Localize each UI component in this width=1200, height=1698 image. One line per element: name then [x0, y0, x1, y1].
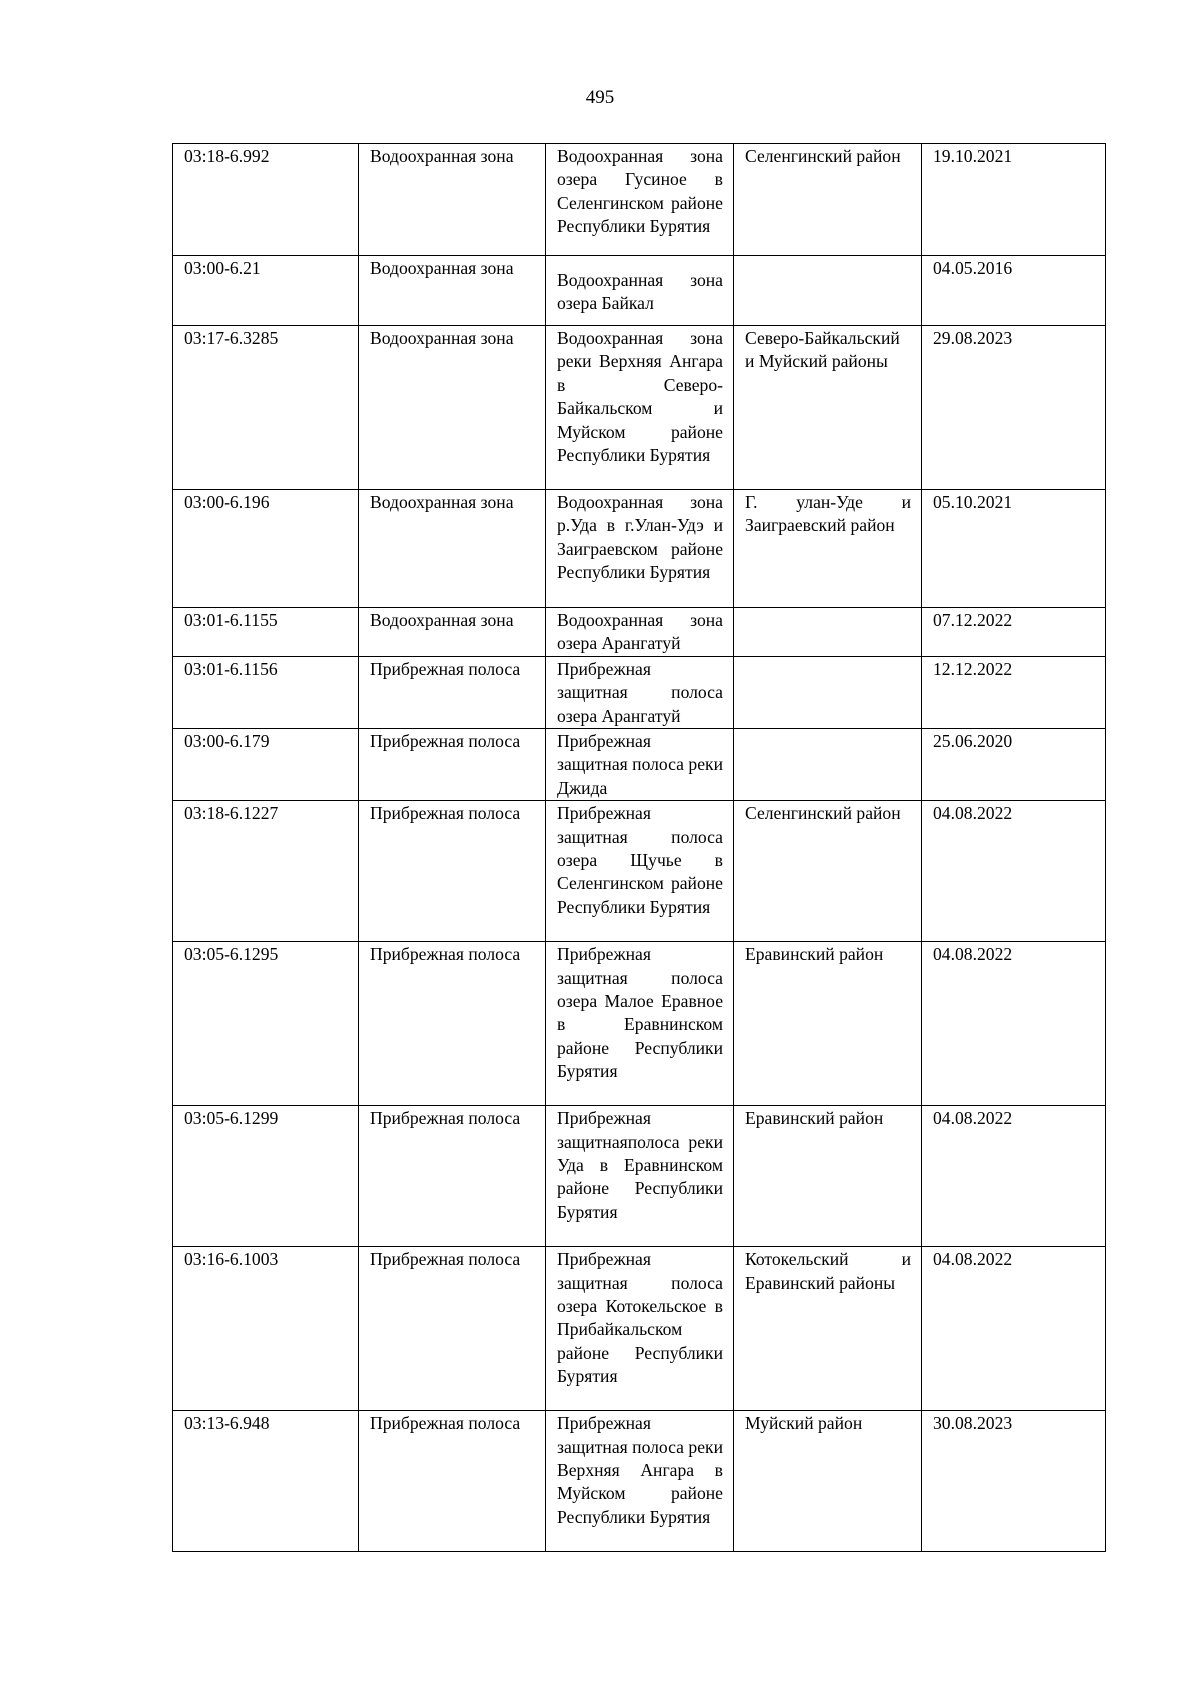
cell-zone-name: Водоохранная зона озера Гусиное в Селенгинском районе Республики Бурятия	[546, 144, 734, 256]
table-row	[173, 326, 1106, 490]
cell-zone-type: Водоохранная зона	[359, 144, 546, 256]
table-row	[173, 608, 1106, 657]
cell-date: 05.10.2021	[922, 490, 1106, 608]
cell-registry-number: 03:16-6.1003	[173, 1247, 359, 1411]
cell-zone-type: Прибрежная полоса	[359, 801, 546, 942]
cell-zone-name: Прибрежная защитная полоса озера Котокельское в Прибайкальском районе Республики Бурятия	[546, 1247, 734, 1411]
cell-registry-number: 03:01-6.1156	[173, 656, 359, 728]
cell-district: Еравинский район	[734, 1106, 922, 1247]
cell-zone-name: Прибрежная защитная полоса реки Верхняя Ангара в Муйском районе Республики Бурятия	[546, 1411, 734, 1552]
cell-zone-name-text: Водоохранная зона озера Байкал	[557, 270, 723, 314]
cell-zone-type: Водоохранная зона	[359, 490, 546, 608]
cell-zone-name: Водоохранная зона реки Верхняя Ангара в Северо-Байкальском и Муйском районе Республики Бурятия	[546, 326, 734, 490]
cell-date: 04.08.2022	[922, 1106, 1106, 1247]
cell-district: Селенгинский район	[734, 144, 922, 256]
cell-district: Северо-Байкальский и Муйский районы	[734, 326, 922, 490]
cell-zone-name	[546, 256, 734, 326]
cell-zone-type: Прибрежная полоса	[359, 1106, 546, 1247]
cell-date: 19.10.2021	[922, 144, 1106, 256]
cell-district	[734, 729, 922, 801]
cell-zone-name: Водоохранная зона р.Уда в г.Улан-Удэ и Заиграевском районе Республики Бурятия	[546, 490, 734, 608]
cell-zone-type: Водоохранная зона	[359, 256, 546, 326]
table-row	[173, 1106, 1106, 1247]
zones-table	[172, 143, 1106, 1552]
cell-registry-number: 03:18-6.992	[173, 144, 359, 256]
cell-district: Еравинский район	[734, 942, 922, 1106]
cell-date: 29.08.2023	[922, 326, 1106, 490]
cell-date: 30.08.2023	[922, 1411, 1106, 1552]
cell-zone-name: Прибрежная защитная полоса озера Щучье в Селенгинском районе Республики Бурятия	[546, 801, 734, 942]
cell-zone-type: Прибрежная полоса	[359, 1247, 546, 1411]
cell-zone-type: Прибрежная полоса	[359, 729, 546, 801]
cell-district: Котокельский и Еравинский районы	[734, 1247, 922, 1411]
table-row	[173, 490, 1106, 608]
cell-registry-number: 03:17-6.3285	[173, 326, 359, 490]
table-row	[173, 656, 1106, 728]
cell-zone-name: Водоохранная зона озера Арангатуй	[546, 608, 734, 657]
cell-registry-number: 03:05-6.1299	[173, 1106, 359, 1247]
cell-zone-name: Прибрежная защитная полоса озера Арангатуй	[546, 656, 734, 728]
table-row	[173, 256, 1106, 326]
cell-zone-type: Прибрежная полоса	[359, 942, 546, 1106]
page-number: 495	[585, 87, 615, 108]
cell-zone-name: Прибрежная защитнаяполоса реки Уда в Еравнинском районе Республики Бурятия	[546, 1106, 734, 1247]
cell-registry-number: 03:00-6.179	[173, 729, 359, 801]
cell-registry-number: 03:01-6.1155	[173, 608, 359, 657]
cell-registry-number: 03:00-6.21	[173, 256, 359, 326]
cell-zone-type: Прибрежная полоса	[359, 656, 546, 728]
cell-district: Муйский район	[734, 1411, 922, 1552]
cell-zone-type: Водоохранная зона	[359, 326, 546, 490]
cell-date: 04.08.2022	[922, 801, 1106, 942]
cell-registry-number: 03:13-6.948	[173, 1411, 359, 1552]
cell-zone-type: Водоохранная зона	[359, 608, 546, 657]
cell-date: 04.05.2016	[922, 256, 1106, 326]
cell-date: 25.06.2020	[922, 729, 1106, 801]
cell-date: 04.08.2022	[922, 942, 1106, 1106]
table-row	[173, 144, 1106, 256]
table-row	[173, 801, 1106, 942]
cell-date: 12.12.2022	[922, 656, 1106, 728]
cell-district: Г. улан-Уде и Заиграевский район	[734, 490, 922, 608]
cell-date: 07.12.2022	[922, 608, 1106, 657]
table-row	[173, 942, 1106, 1106]
cell-district	[734, 608, 922, 657]
table-row	[173, 1247, 1106, 1411]
cell-district	[734, 656, 922, 728]
cell-zone-type: Прибрежная полоса	[359, 1411, 546, 1552]
cell-registry-number: 03:18-6.1227	[173, 801, 359, 942]
table-row	[173, 729, 1106, 801]
cell-zone-name: Прибрежная защитная полоса реки Джида	[546, 729, 734, 801]
cell-zone-name: Прибрежная защитная полоса озера Малое Еравное в Еравнинском районе Республики Бурятия	[546, 942, 734, 1106]
cell-district	[734, 256, 922, 326]
cell-registry-number: 03:00-6.196	[173, 490, 359, 608]
table-row	[173, 1411, 1106, 1552]
cell-registry-number: 03:05-6.1295	[173, 942, 359, 1106]
cell-district: Селенгинский район	[734, 801, 922, 942]
cell-date: 04.08.2022	[922, 1247, 1106, 1411]
